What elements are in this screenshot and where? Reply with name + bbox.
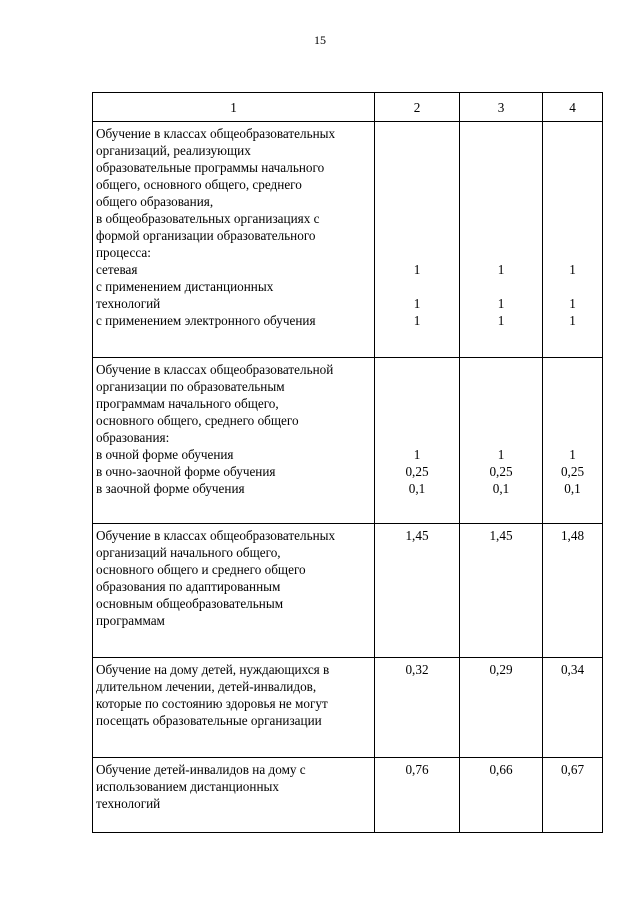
description-line: в общеобразовательных организациях с bbox=[96, 211, 320, 226]
value-text: 0,1 bbox=[408, 481, 426, 496]
blank-line bbox=[545, 193, 600, 210]
description-line: посещать образовательные организации bbox=[96, 713, 322, 728]
value-text: 0,1 bbox=[564, 481, 581, 496]
blank-line bbox=[545, 278, 600, 295]
blank-line bbox=[462, 227, 540, 244]
description-line: основного общего и среднего общего bbox=[96, 562, 306, 577]
value-cell-col2 bbox=[375, 658, 460, 758]
table-row bbox=[93, 358, 603, 524]
blank-line bbox=[545, 142, 600, 159]
row-description-cell bbox=[93, 524, 375, 658]
value-text: 0,1 bbox=[492, 481, 510, 496]
value-cell-col2 bbox=[375, 758, 460, 833]
description-line: общего, основного общего, среднего bbox=[96, 177, 302, 192]
value-cell-col3 bbox=[460, 122, 543, 358]
value-text: 0,76 bbox=[405, 762, 429, 777]
description-line: организаций начального общего, bbox=[96, 545, 281, 560]
blank-line bbox=[545, 176, 600, 193]
value-cell-col2 bbox=[375, 524, 460, 658]
description-line: в очно-заочной форме обучения bbox=[96, 464, 276, 479]
description-line: которые по состоянию здоровья не могут bbox=[96, 696, 328, 711]
value-text: 1 bbox=[413, 262, 421, 277]
value-cell-col4 bbox=[543, 122, 603, 358]
blank-line bbox=[377, 278, 457, 295]
value-text: 0,34 bbox=[560, 662, 585, 677]
description-line: сетевая bbox=[96, 262, 138, 277]
value-text: 1 bbox=[497, 296, 505, 311]
blank-line bbox=[462, 210, 540, 227]
description-line: образования по адаптированным bbox=[96, 579, 281, 594]
blank-line bbox=[377, 244, 457, 261]
value-cell-col3 bbox=[460, 358, 543, 524]
description-line: в заочной форме обучения bbox=[96, 481, 245, 496]
row-description-cell bbox=[93, 122, 375, 358]
blank-line bbox=[377, 412, 457, 429]
value-text: 1 bbox=[413, 447, 421, 462]
blank-line bbox=[545, 395, 600, 412]
blank-line bbox=[377, 193, 457, 210]
blank-line bbox=[545, 159, 600, 176]
blank-line bbox=[377, 176, 457, 193]
description-line: Обучение в классах общеобразовательной bbox=[96, 362, 334, 377]
description-line: программам bbox=[96, 613, 165, 628]
value-cell-col4 bbox=[543, 524, 603, 658]
value-text: 0,32 bbox=[405, 662, 429, 677]
value-text: 1,45 bbox=[489, 528, 513, 543]
blank-line bbox=[462, 193, 540, 210]
blank-line bbox=[462, 125, 540, 142]
description-line: Обучение в классах общеобразовательных bbox=[96, 126, 336, 141]
blank-line bbox=[462, 142, 540, 159]
blank-line bbox=[462, 412, 540, 429]
blank-line bbox=[462, 244, 540, 261]
blank-line bbox=[377, 429, 457, 446]
blank-line bbox=[545, 227, 600, 244]
description-line: с применением дистанционных bbox=[96, 279, 274, 294]
blank-line bbox=[545, 210, 600, 227]
blank-line bbox=[545, 378, 600, 395]
description-line: технологий bbox=[96, 296, 161, 311]
description-line: организации по образовательным bbox=[96, 379, 285, 394]
blank-line bbox=[462, 361, 540, 378]
blank-line bbox=[462, 395, 540, 412]
value-text: 1 bbox=[569, 262, 576, 277]
value-text: 1 bbox=[569, 313, 576, 328]
blank-line bbox=[545, 361, 600, 378]
table-row bbox=[93, 758, 603, 833]
value-cell-col2 bbox=[375, 122, 460, 358]
value-text: 1,45 bbox=[405, 528, 429, 543]
table-header-row bbox=[93, 93, 603, 122]
row-description-cell bbox=[93, 658, 375, 758]
description-line: образовательные программы начального bbox=[96, 160, 325, 175]
row-description-cell bbox=[93, 758, 375, 833]
value-cell-col4 bbox=[543, 658, 603, 758]
description-line: Обучение на дому детей, нуждающихся в bbox=[96, 662, 330, 677]
description-line: использованием дистанционных bbox=[96, 779, 279, 794]
value-text: 0,67 bbox=[560, 762, 585, 777]
header-cell-4: 4 bbox=[543, 93, 603, 122]
description-line: Обучение в классах общеобразовательных bbox=[96, 528, 336, 543]
description-line: основным общеобразовательным bbox=[96, 596, 284, 611]
blank-line bbox=[545, 412, 600, 429]
value-text: 1,48 bbox=[560, 528, 585, 543]
value-text: 0,25 bbox=[560, 464, 585, 479]
blank-line bbox=[462, 278, 540, 295]
blank-line bbox=[545, 244, 600, 261]
table-row bbox=[93, 524, 603, 658]
value-text: 1 bbox=[497, 313, 505, 328]
description-line: с применением электронного обучения bbox=[96, 313, 316, 328]
page-number: 15 bbox=[314, 33, 326, 47]
description-line: организаций, реализующих bbox=[96, 143, 251, 158]
value-text: 1 bbox=[569, 296, 576, 311]
value-cell-col2 bbox=[375, 358, 460, 524]
value-text: 0,25 bbox=[405, 464, 429, 479]
blank-line bbox=[545, 125, 600, 142]
blank-line bbox=[377, 395, 457, 412]
value-cell-col3 bbox=[460, 758, 543, 833]
blank-line bbox=[377, 361, 457, 378]
description-line: образования: bbox=[96, 430, 170, 445]
blank-line bbox=[462, 176, 540, 193]
description-line: программам начального общего, bbox=[96, 396, 279, 411]
value-cell-col4 bbox=[543, 358, 603, 524]
table-row bbox=[93, 122, 603, 358]
table-row bbox=[93, 658, 603, 758]
value-text: 0,29 bbox=[489, 662, 513, 677]
value-text: 1 bbox=[497, 262, 505, 277]
blank-line bbox=[462, 378, 540, 395]
blank-line bbox=[462, 159, 540, 176]
value-text: 1 bbox=[413, 313, 421, 328]
value-cell-col4 bbox=[543, 758, 603, 833]
blank-line bbox=[377, 125, 457, 142]
value-text: 0,25 bbox=[489, 464, 513, 479]
value-text: 1 bbox=[497, 447, 505, 462]
blank-line bbox=[377, 227, 457, 244]
value-text: 1 bbox=[569, 447, 576, 462]
blank-line bbox=[462, 429, 540, 446]
blank-line bbox=[377, 210, 457, 227]
header-cell-1: 1 bbox=[93, 93, 375, 122]
value-cell-col3 bbox=[460, 658, 543, 758]
data-table bbox=[92, 92, 603, 833]
description-line: формой организации образовательного bbox=[96, 228, 316, 243]
value-text: 0,66 bbox=[489, 762, 513, 777]
header-cell-3: 3 bbox=[460, 93, 543, 122]
description-line: Обучение детей-инвалидов на дому с bbox=[96, 762, 306, 777]
blank-line bbox=[377, 142, 457, 159]
blank-line bbox=[377, 378, 457, 395]
blank-line bbox=[545, 429, 600, 446]
description-line: технологий bbox=[96, 796, 161, 811]
description-line: в очной форме обучения bbox=[96, 447, 234, 462]
value-cell-col3 bbox=[460, 524, 543, 658]
description-line: длительном лечении, детей-инвалидов, bbox=[96, 679, 317, 694]
description-line: общего образования, bbox=[96, 194, 214, 209]
value-text: 1 bbox=[413, 296, 421, 311]
blank-line bbox=[377, 159, 457, 176]
description-line: основного общего, среднего общего bbox=[96, 413, 299, 428]
header-cell-2: 2 bbox=[375, 93, 460, 122]
row-description-cell bbox=[93, 358, 375, 524]
description-line: процесса: bbox=[96, 245, 151, 260]
